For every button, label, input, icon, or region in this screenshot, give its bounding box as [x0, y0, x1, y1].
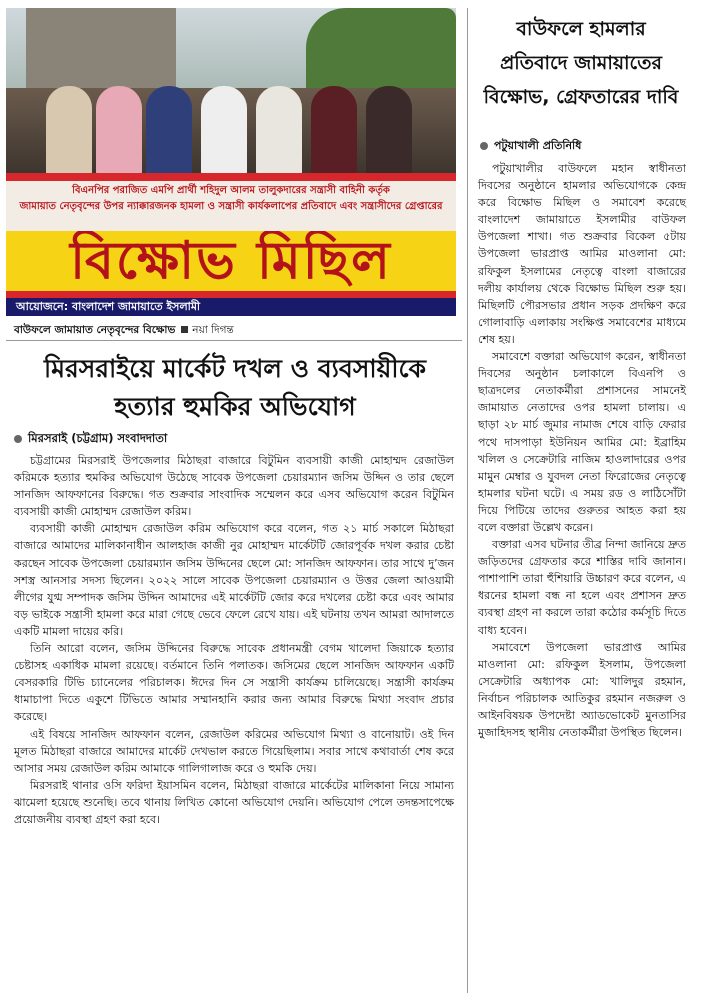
- paragraph: চট্টগ্রামের মিরসরাই উপজেলার মিঠাছরা বাজারে বিটুমিন ব্যবসায়ী কাজী মোহাম্মদ রেজাউল করিমকে হত্যার হুমকির অভিযোগ উঠেছে সাবেক উপজেলা চেয়ারম্যান জসিম উদ্দিন ও তার ছেলে সানজিদ আফফানের বিরুদ্ধে। গত শুক্রবার সাংবাদিক সম্মেলন করে এসব অভিযোগ করেন বিটুমিন ব্যবসায়ী কাজী মোহাম্মদ রেজাউল করিম।: [14, 454, 454, 519]
- photo-person: [201, 86, 247, 176]
- paragraph: এই বিষয়ে সানজিদ আফফান বলেন, রেজাউল করিমের অভিযোগ মিথ্যা ও বানোয়াট। ওই দিন মূলত মিঠাছরা বাজারে আমাদের মার্কেট দেখভাল করতে গিয়েছিলাম। সবার সাথে কথাবার্তা শেষ করে আসার সময় রেজাউল করিম আমাকে গালিগালাজ করে ও হুমকি দেয়।: [14, 727, 454, 775]
- side-headline-line1: বাউফলে হামলার: [516, 18, 646, 40]
- paragraph: পটুয়াখালীর বাউফলে মহান স্বাধীনতা দিবসের অনুষ্ঠানে হামলার অভিযোগকে কেন্দ্র করে বিক্ষোভ মিছিল ও সমাবেশ করেছে বাংলাদেশ জামায়াতে ইসলামীর বাউফল উপজেলা শাখা। গত শুক্রবার বিকেল ৫টায় উপজেলা ভারপ্রাপ্ত আমির মাওলানা মো: রফিকুল ইসলামের নেতৃত্বে বাংলা বাজারের দলীয় কার্যালয় থেকে বিক্ষোভ মিছিল শুরু হয়। মিছিলটি পৌরসভার প্রধান সড়ক প্রদক্ষিণ করে গোলাবাড়ি এলাকায় সংক্ষিপ্ত সমাবেশের মাধ্যমে শেষ হয়।: [478, 162, 686, 346]
- bullet-icon: [480, 142, 488, 150]
- side-byline-text: পটুয়াখালী প্রতিনিধি: [494, 139, 582, 152]
- paragraph: ব্যবসায়ী কাজী মোহাম্মদ রেজাউল করিম অভিযোগ করে বলেন, গত ২১ মার্চ সকালে মিঠাছরা বাজারে আমাদের মালিকানাধীন আলহাজ কাজী নুর মোহাম্মদ মার্কেটটি জোরপূর্বক দখল করার চেষ্টা করছেন সাবেক উপজেলা চেয়ারম্যান জসিম উদ্দিনের ছেলে মো: সানজিদ আফফান। তার সাথে দু’জন সশস্ত্র আনসার সদস্য ছিলেন। ২০২২ সালে সাবেক উপজেলা চেয়ারম্যান ও উত্তর জেলা আওয়ামী লীগের যুগ্ম সম্পাদক জসিম উদ্দিন আমাদের এই মার্কেটটি জোর করে দখলের চেষ্টা করে এবং আমার বড় ভাইকে সন্ত্রাসী হামলা করে মারা গেছে ভেবে ফেলে রেখে যায়। এই ঘটনায় তখন আমরা আদালতে একটি মামলা দায়ের করি।: [14, 522, 454, 638]
- main-headline-line2: হত্যার হুমকির অভিযোগ: [114, 392, 356, 421]
- side-byline: [480, 137, 581, 156]
- column-divider: [467, 8, 468, 993]
- side-headline-line3: বিক্ষোভ, গ্রেফতারের দাবি: [483, 86, 679, 108]
- paragraph: সমাবেশে উপজেলা ভারপ্রাপ্ত আমির মাওলানা মো: রফিকুল ইসলাম, উপজেলা সেক্রেটারি অধ্যাপক মো: খালিদুর রহমান, নির্বাচন পরিচালক আতিকুর রহমান নজরুল ও আইনবিষয়ক উপদেষ্টা অ্যাডভোকেট মুনতাসির মুজাহিদসহ স্থানীয় নেতাকর্মীরা উপস্থিত ছিলেন।: [478, 640, 686, 740]
- photo-caption: [14, 323, 234, 340]
- caption-separator: [181, 326, 188, 333]
- banner-top-line2: জামায়াত নেতৃবৃন্দের উপর ন্যাক্কারজনক হামলা ও সন্ত্রাসী কার্যকলাপের প্রতিবাদে এবং সন্ত্রাসীদের গ্রেপ্তারের: [19, 201, 443, 212]
- banner-bottom-strip: [6, 298, 456, 316]
- bullet-icon: [14, 435, 22, 443]
- paragraph: সমাবেশে বক্তারা অভিযোগ করেন, স্বাধীনতা দিবসের অনুষ্ঠান চলাকালে বিএনপি ও ছাত্রদলের নেতাকর্মীরা প্রশাসনের সামনেই জামায়াত নেতাদের ওপর হামলা চালায়। এ ছাড়া ২৮ মার্চ জুমার নামাজ শেষে বাড়ি ফেরার পথে দাসপাড়া ইউনিয়ন আমির মো: ইব্রাহিম খলিল ও সেক্রেটারি নাজিম হাওলাদারের ওপর মামুন মেম্বার ও যুবদল নেতা ফিরোজের নেতৃত্বে হামলার ঘটনা ঘটে। এ সময় রড ও লাঠিসোঁটা দিয়ে পিটিয়ে তাদের গুরুতর আহত করা হয় বলে বক্তারা উল্লেখ করেন।: [478, 350, 686, 534]
- protest-photo: [6, 8, 456, 316]
- paragraph: বক্তারা এসব ঘটনার তীব্র নিন্দা জানিয়ে দ্রুত জড়িতদের গ্রেফতার করে শাস্তির দাবি জানান। পাশাপাশি তারা হুঁশিয়ারি উচ্চারণ করে বলেন, এ ধরনের হামলা বন্ধ না হলে এবং প্রশাসন দ্রুত ব্যবস্থা গ্রহণ না করলে তারা কঠোর কর্মসূচি দিতে বাধ্য হবেন।: [478, 538, 686, 637]
- paragraph: মিরসরাই থানার ওসি ফরিদা ইয়াসমিন বলেন, মিঠাছরা বাজারে মার্কেটের মালিকানা নিয়ে সামান্য ঝামেলা হয়েছে শুনেছি। তবে থানায় লিখিত কোনো অভিযোগ দেয়নি। অভিযোগ পেলে তদন্তসাপেক্ষে প্রয়োজনীয় ব্যবস্থা গ্রহণ করা হবে।: [14, 778, 454, 826]
- caption-source: নয়া দিগন্ত: [192, 324, 234, 336]
- side-headline: [478, 12, 684, 114]
- main-byline-text: মিরসরাই (চট্টগ্রাম) সংবাদদাতা: [28, 431, 168, 445]
- side-headline-line2: প্রতিবাদে জামায়াতের: [500, 52, 662, 74]
- photo-person: [46, 86, 92, 176]
- banner-top-line1: বিএনপির পরাজিত এমপি প্রার্থী শহিদুল আলম তালুকদারের সন্ত্রাসী বাহিনী কর্তৃক: [72, 185, 390, 196]
- banner-bottom-text: আয়োজনে: বাংলাদেশ জামায়াতে ইসলামী: [16, 300, 201, 313]
- photo-person: [146, 86, 192, 176]
- horizontal-divider: [6, 340, 462, 341]
- banner-main-text: বিক্ষোভ মিছিল: [6, 231, 456, 291]
- photo-person: [96, 86, 142, 176]
- side-article-body: [478, 160, 686, 741]
- paragraph: তিনি আরো বলেন, জসিম উদ্দিনের বিরুদ্ধে সাবেক প্রধানমন্ত্রী বেগম খালেদা জিয়াকে হত্যার চেষ্টাসহ একাধিক মামলা রয়েছে। বর্তমানে তিনি পলাতক। জসিমের ছেলে সানজিদ আফফান একটি বেসরকারি টিভি চ্যানেলের পরিচালক। ঈদের দিন সে সন্ত্রাসী কার্যক্রম চালিয়েছে। সন্ত্রাসী কার্যক্রম ধামাচাপা দিতে একুশে টিভিতে আমার সম্মানহানি করার জন্য আমার বিরুদ্ধে মিথ্যা সংবাদ প্রচার করেছে।: [14, 642, 454, 724]
- photo-person: [256, 86, 302, 176]
- banner-top-text: [6, 181, 456, 233]
- main-headline-line1: মিরসরাইয়ে মার্কেট দখল ও ব্যবসায়ীকে: [43, 354, 427, 383]
- protest-banner: [6, 173, 456, 298]
- photo-person: [366, 86, 412, 176]
- photo-person: [311, 86, 357, 176]
- main-article-body: [14, 452, 454, 828]
- main-byline: [14, 430, 167, 449]
- caption-text: বাউফলে জামায়াত নেতৃবৃন্দের বিক্ষোভ: [14, 324, 176, 336]
- main-headline: [10, 350, 460, 426]
